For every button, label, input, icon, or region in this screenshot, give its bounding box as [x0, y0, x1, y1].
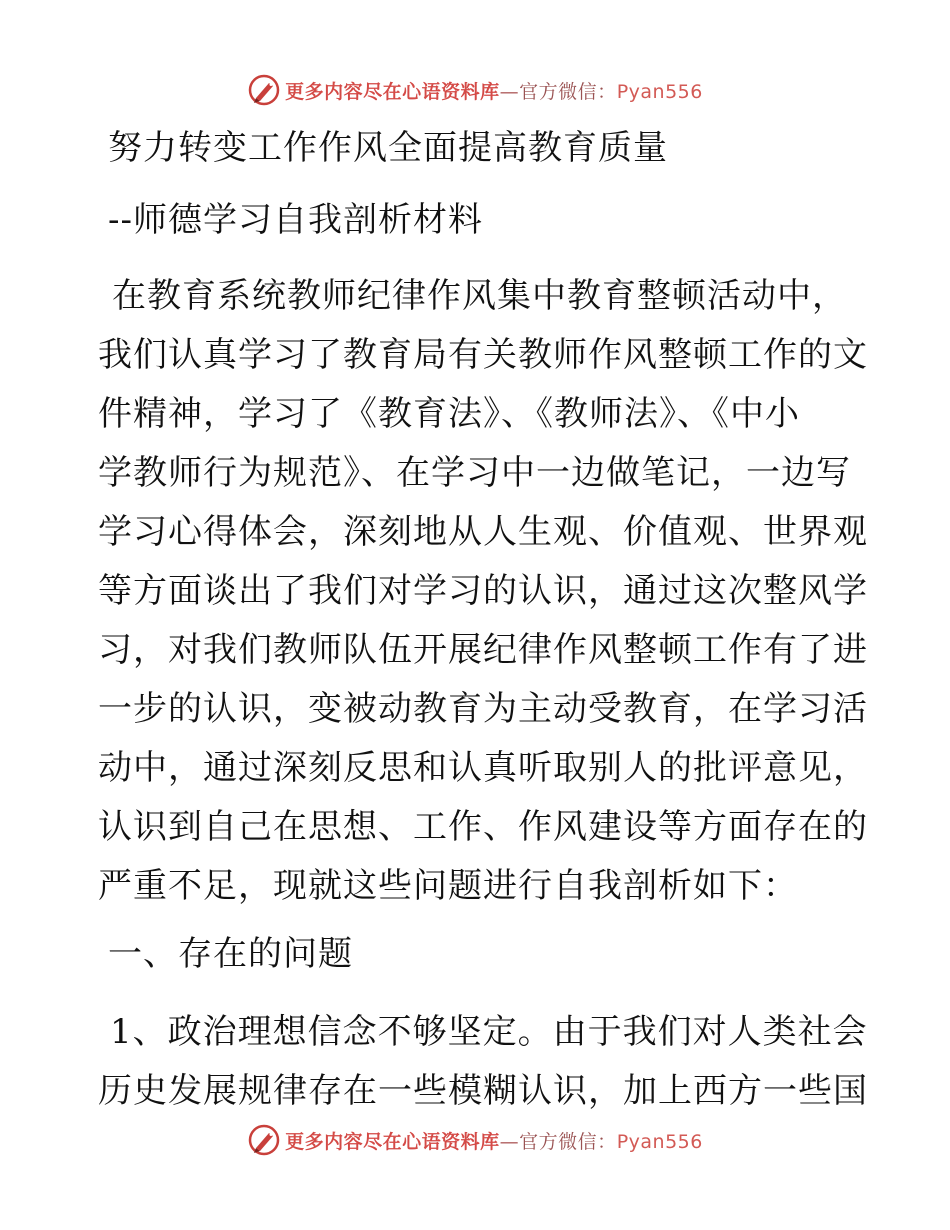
paragraph-line: 1、政治理想信念不够坚定。由于我们对人类社会: [110, 1012, 868, 1052]
paragraph-line: 我们认真学习了教育局有关教师作风整顿工作的文: [98, 335, 868, 375]
watermark-separator: —: [499, 1130, 520, 1153]
paragraph-line: 等方面谈出了我们对学习的认识，通过这次整风学: [98, 571, 868, 611]
document-title: 努力转变工作作风全面提高教育质量: [108, 128, 668, 168]
watermark-brand: 更多内容尽在心语资料库: [285, 1130, 500, 1153]
paragraph-line: 学习心得体会，深刻地从人生观、价值观、世界观: [98, 512, 868, 552]
watermark-brand: 更多内容尽在心语资料库: [285, 80, 500, 103]
pen-logo-icon: [247, 73, 281, 107]
watermark-text: [285, 1127, 703, 1154]
watermark-wechat-id: Pyan556: [616, 1130, 703, 1153]
paragraph-line: 学教师行为规范》、在学习中一边做笔记，一边写: [98, 453, 851, 493]
watermark-text: [285, 77, 703, 104]
watermark-official-label: 官方微信：: [519, 80, 617, 103]
paragraph-line: 严重不足，现就这些问题进行自我剖析如下：: [98, 866, 798, 906]
header-watermark: [0, 70, 950, 110]
paragraph-line: 认识到自己在思想、工作、作风建设等方面存在的: [98, 807, 868, 847]
document-subtitle: --师德学习自我剖析材料: [108, 200, 483, 240]
paragraph-line: 动中，通过深刻反思和认真听取别人的批评意见，: [98, 748, 868, 788]
watermark-official-label: 官方微信：: [519, 1130, 617, 1153]
paragraph-line: 历史发展规律存在一些模糊认识，加上西方一些国: [98, 1071, 868, 1111]
watermark-wechat-id: Pyan556: [616, 80, 703, 103]
watermark-separator: —: [499, 80, 520, 103]
paragraph-line: 一步的认识，变被动教育为主动受教育，在学习活: [98, 689, 868, 729]
footer-watermark: [0, 1120, 950, 1160]
pen-logo-icon: [247, 1123, 281, 1157]
paragraph-line: 件精神，学习了《教育法》、《教师法》、《中小: [98, 394, 800, 434]
section-heading: 一、存在的问题: [108, 934, 353, 974]
paragraph-line: 在教育系统教师纪律作风集中教育整顿活动中，: [112, 276, 847, 316]
paragraph-line: 习，对我们教师队伍开展纪律作风整顿工作有了进: [98, 630, 868, 670]
